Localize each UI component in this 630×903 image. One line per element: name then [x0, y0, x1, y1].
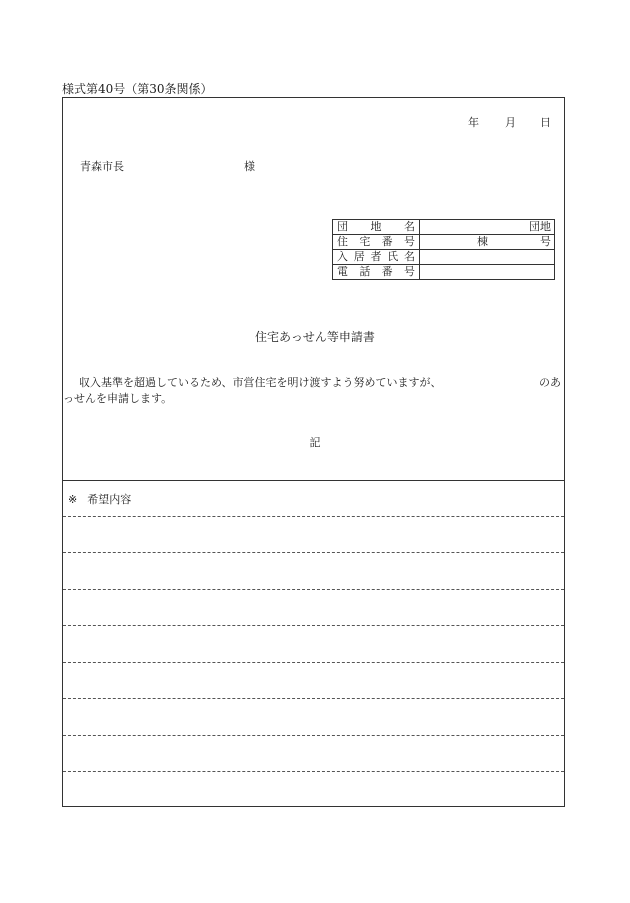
danchi-suffix: 団地: [529, 220, 551, 233]
label-char: 地: [370, 220, 382, 233]
row-label-danchi: [333, 220, 420, 235]
addressee: 青森市長: [80, 160, 124, 173]
label-char: 入: [337, 250, 348, 263]
label-char: 話: [359, 265, 371, 278]
label-char: 住: [337, 235, 348, 248]
honorific: 様: [244, 160, 255, 173]
label-char: 番: [381, 265, 393, 278]
kibou-heading: [68, 491, 131, 507]
label-char: 号: [403, 235, 415, 248]
label-char: 居: [353, 250, 365, 263]
label-char: 電: [337, 265, 348, 278]
document-title: 住宅あっせん等申請書: [255, 330, 375, 344]
reference-mark: ※: [68, 493, 78, 506]
row-label-nyukyosha: [333, 250, 420, 265]
row-label-jutaku-bango: [333, 235, 420, 250]
entry-line[interactable]: [63, 662, 564, 663]
form-number-label: 様式第40号（第30条関係）: [62, 82, 213, 96]
entry-line[interactable]: [63, 552, 564, 553]
number-suffix: 号: [540, 235, 551, 248]
label-char: 者: [370, 250, 382, 263]
label-char: 番: [381, 235, 393, 248]
entry-line[interactable]: [63, 625, 564, 626]
table-row: [333, 220, 555, 235]
entry-line[interactable]: [63, 735, 564, 736]
label-char: 名: [404, 250, 415, 263]
entry-line[interactable]: [63, 516, 564, 517]
building-suffix: 棟: [477, 235, 488, 248]
body-line-1-tail: のあ: [539, 376, 561, 389]
nyukyosha-value-field[interactable]: [420, 250, 555, 265]
label-char: 号: [403, 265, 415, 278]
row-label-denwa: [333, 265, 420, 280]
section-divider: [62, 480, 565, 481]
entry-line[interactable]: [63, 771, 564, 772]
table-row: [333, 235, 555, 250]
label-char: 宅: [359, 235, 371, 248]
jutaku-bango-value-field[interactable]: [420, 235, 555, 250]
body-line-1: [63, 375, 561, 391]
table-row: [333, 265, 555, 280]
body-line-1-main: 収入基準を超過しているため、市営住宅を明け渡すよう努めていますが、: [79, 376, 442, 389]
ki-heading: 記: [309, 436, 321, 449]
date-month: 月: [505, 116, 516, 129]
entry-line[interactable]: [63, 589, 564, 590]
date-day: 日: [540, 116, 551, 129]
label-char: 氏: [387, 250, 399, 263]
table-row: [333, 250, 555, 265]
denwa-value-field[interactable]: [420, 265, 555, 280]
applicant-info-table: [332, 219, 555, 280]
date-year: 年: [468, 116, 479, 129]
body-text: [63, 375, 561, 407]
body-line-2: っせんを申請します。: [63, 392, 173, 405]
form-frame: [62, 97, 565, 807]
label-char: 団: [337, 220, 348, 233]
kibou-label: 希望内容: [87, 493, 132, 506]
label-char: 名: [404, 220, 415, 233]
entry-line[interactable]: [63, 698, 564, 699]
danchi-value-field[interactable]: [420, 220, 555, 235]
